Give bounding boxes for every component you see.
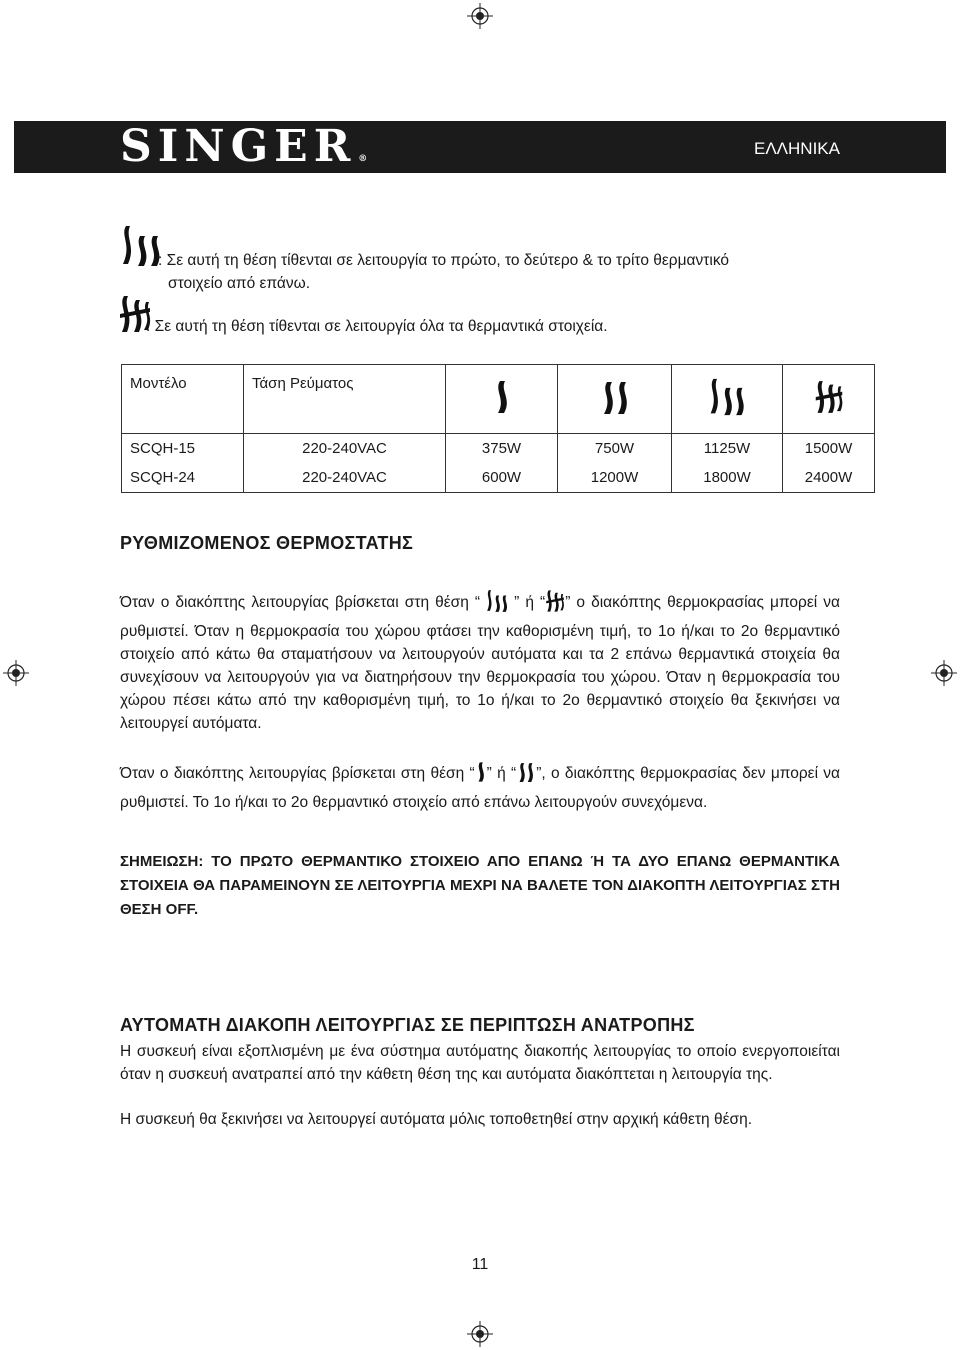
language-label: ΕΛΛΗΝΙΚΑ [753,139,840,158]
thermostat-paragraph-1 [120,589,840,735]
registration-mark-icon [467,1321,493,1347]
table-cell: 750W [558,434,672,464]
heat-level-3-icon [705,404,749,421]
spec-table [121,364,875,493]
thermostat-note: ΣΗΜΕΙΩΣΗ: ΤΟ ΠΡΩΤΟ ΘΕΡΜΑΝΤΙΚΟ ΣΤΟΙΧΕΙΟ ΑΠΟ ΕΠΑΝΩ Ή ΤΑ ΔΥΟ ΕΠΑΝΩ ΘΕΡΜΑΝΤΙΚΑ ΣΤΟΙΧΕΙΑ ΘΑ ΠΑΡΑΜΕΙΝΟΥΝ ΣΕ ΛΕΙΤΟΥΡΓΙΑ ΜΕΧΡΙ ΝΑ ΒΑΛΕΤΕ ΤΟΝ ΔΙΑΚΟΠΤΗ ΛΕΙΤΟΥΡΓΙΑΣ ΣΤΗ ΘΕΣΗ OFF. [120,853,840,918]
brand-logo: SINGER ® [120,121,368,172]
table-row [122,463,875,493]
table-cell: 220-240VAC [244,434,446,464]
header-level-1 [446,365,558,434]
header-level-3 [672,365,783,434]
legend-item [118,222,848,292]
paragraph-text: ”, ο διακόπτης θερμοκρασίας δεν μπορεί να ρυθμιστεί. Το 1ο ή/και το 2ο θερμαντικό στοιχείο από επάνω λειτουργούν συνεχόμενα. [120,765,841,811]
tipover-paragraph-1: Η συσκευή είναι εξοπλισμένη με ένα σύστημα αυτόματης διακοπής λειτουργίας το οποίο ενεργοποιείται όταν η συσκευή ανατραπεί από την κάθετη θέση της και αυτόματα διακόπτεται η λειτουργία της. [120,1043,840,1083]
legend-item [118,294,848,338]
table-cell: 1200W [558,463,672,493]
registration-mark-icon [3,660,29,686]
paragraph-text: Όταν ο διακόπτης λειτουργίας βρίσκεται στη θέση “ [120,594,481,611]
heat-level-1-icon [492,402,512,419]
thermostat-paragraph-2 [120,760,840,814]
paragraph-text: ” ή “ [486,765,517,782]
registration-mark-icon [467,3,493,29]
table-cell: 2400W [783,463,875,493]
header-level-2 [558,365,672,434]
table-cell: 375W [446,434,558,464]
header-voltage: Τάση Ρεύματος [244,365,446,434]
legend-text: : Σε αυτή τη θέση τίθενται σε λειτουργία όλα τα θερμαντικά στοιχεία. [146,318,608,335]
header-level-4 [783,365,875,434]
heat-level-4-icon [545,589,565,620]
heat-level-4-icon [814,403,844,420]
heat-level-1-icon [475,760,487,791]
heat-level-2-icon [598,403,632,420]
header-model: Μοντέλο [122,365,244,434]
table-cell: 600W [446,463,558,493]
tipover-paragraph-2: Η συσκευή θα ξεκινήσει να λειτουργεί αυτόματα μόλις τοποθετηθεί στην αρχική κάθετη θέση. [120,1111,752,1128]
table-header-row [122,365,875,434]
header-bar [14,121,946,173]
table-cell: 1125W [672,434,783,464]
registration-mark-icon [931,660,957,686]
legend-text: στοιχείο από επάνω. [168,275,311,292]
paragraph-text: ” ή “ [514,594,546,611]
table-cell: 220-240VAC [244,463,446,493]
section-title-thermostat: ΡΥΘΜΙΖΟΜΕΝΟΣ ΘΕΡΜΟΣΤΑΤΗΣ [120,533,414,553]
table-cell: 1500W [783,434,875,464]
section-title-tipover: ΑΥΤΟΜΑΤΗ ΔΙΑΚΟΠΗ ΛΕΙΤΟΥΡΓΙΑΣ ΣΕ ΠΕΡΙΠΤΩΣΗ ΑΝΑΤΡΟΠΗΣ [120,1015,695,1035]
page-number: 11 [471,1256,489,1273]
table-row [122,434,875,464]
legend-text: : Σε αυτή τη θέση τίθενται σε λειτουργία το πρώτο, το δεύτερο & το τρίτο θερμαντικό [158,252,730,269]
paragraph-text: ” ο διακόπτης θερμοκρασίας μπορεί να ρυθμιστεί. Όταν η θερμοκρασία του χώρου φτάσει την καθορισμένη τιμή, το 1ο ή/και το 2ο θερμαντικό στοιχείο από κάτω θα σταματήσουν να λειτουργούν αυτόματα και τα 2 επάνω θερμαντικά στοιχεία θα συνεχίσουν να λειτουργούν για να διατηρήσουν την θερμοκρασία του χώρου. Όταν η θερμοκρασία του χώρου πέσει κάτω από την καθορισμένη τιμή, το 1ο ή/και το 2ο θερμαντικό στοιχείο θα ξεκινήσει να λειτουργεί αυτόματα. [120,594,841,732]
heat-level-2-icon [516,760,536,791]
heat-level-3-icon [480,589,514,620]
table-cell: SCQH-24 [122,463,244,493]
paragraph-text: Όταν ο διακόπτης λειτουργίας βρίσκεται στη θέση “ [120,765,475,782]
table-cell: SCQH-15 [122,434,244,464]
table-cell: 1800W [672,463,783,493]
